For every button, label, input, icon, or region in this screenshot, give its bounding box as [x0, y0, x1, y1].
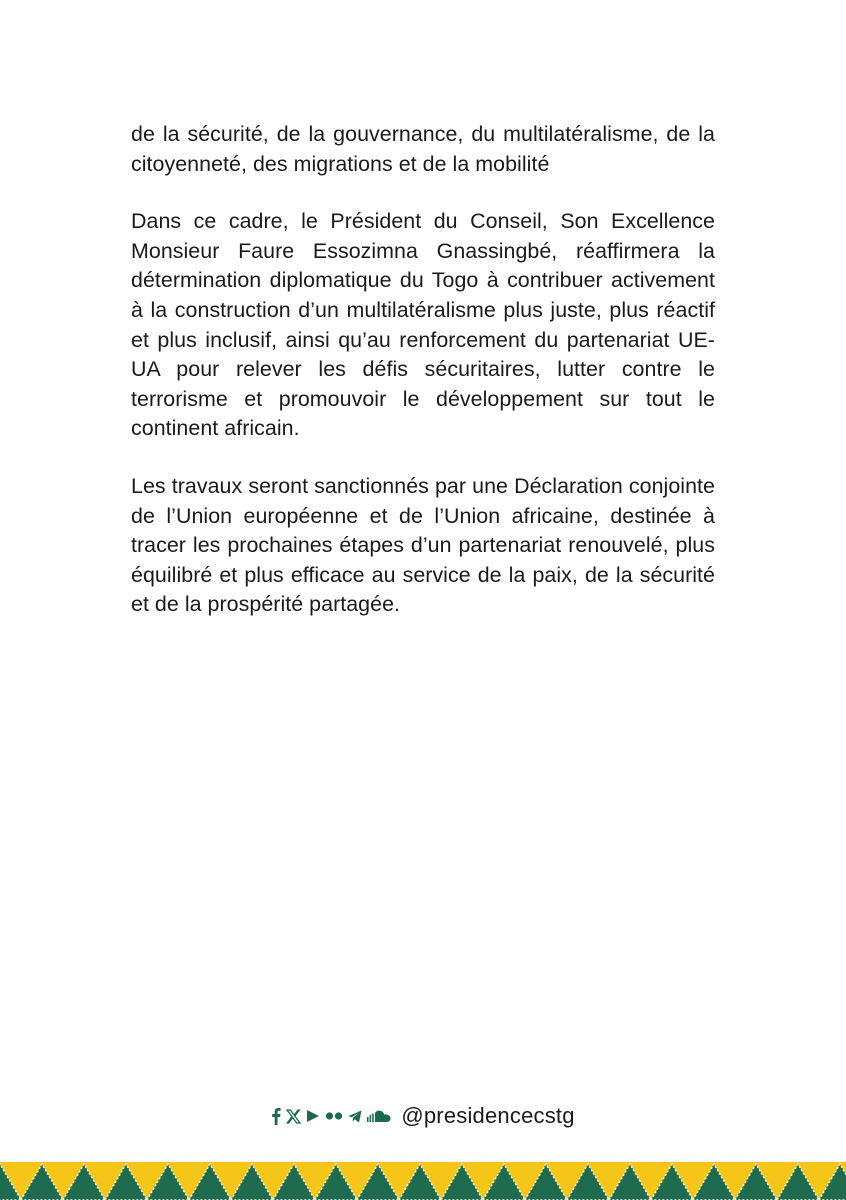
document-body	[131, 120, 715, 648]
soundcloud-icon[interactable]	[367, 1106, 391, 1126]
youtube-icon[interactable]	[306, 1106, 320, 1126]
paragraph-3: Les travaux seront sanctionnés par une Déclaration conjointe de l’Union européenne et de l’Union africaine, destinée à tracer les prochaines étapes d’un partenariat renouvelé, plus équilibré et plus efficace au service de la paix, de la sécurité et de la prospérité partagée.	[131, 473, 715, 617]
paragraph-2: Dans ce cadre, le Président du Conseil, Son Excellence Monsieur Faure Essozimna Gnassingbé, réaffirmera la détermination diplomatique du Togo à contribuer activement à la construction d’un multilatéralisme plus juste, plus réactif et plus inclusif, ainsi qu’au renforcement du partenariat UE-UA pour relever les défis sécuritaires, lutter contre le terrorisme et promouvoir le développement sur tout le continent africain.	[131, 209, 715, 441]
x-icon[interactable]	[286, 1106, 301, 1126]
decorative-triangle-border	[0, 1162, 846, 1200]
social-handle[interactable]: @presidencecstg	[401, 1103, 575, 1128]
social-icons	[271, 1106, 391, 1126]
paragraph-1: de la sécurité, de la gouvernance, du multilatéralisme, de la citoyenneté, des migrations et de la mobilité	[131, 122, 715, 176]
telegram-icon[interactable]	[348, 1106, 362, 1126]
facebook-icon[interactable]	[271, 1106, 281, 1126]
flickr-icon[interactable]	[325, 1106, 343, 1126]
social-footer	[0, 1103, 846, 1129]
